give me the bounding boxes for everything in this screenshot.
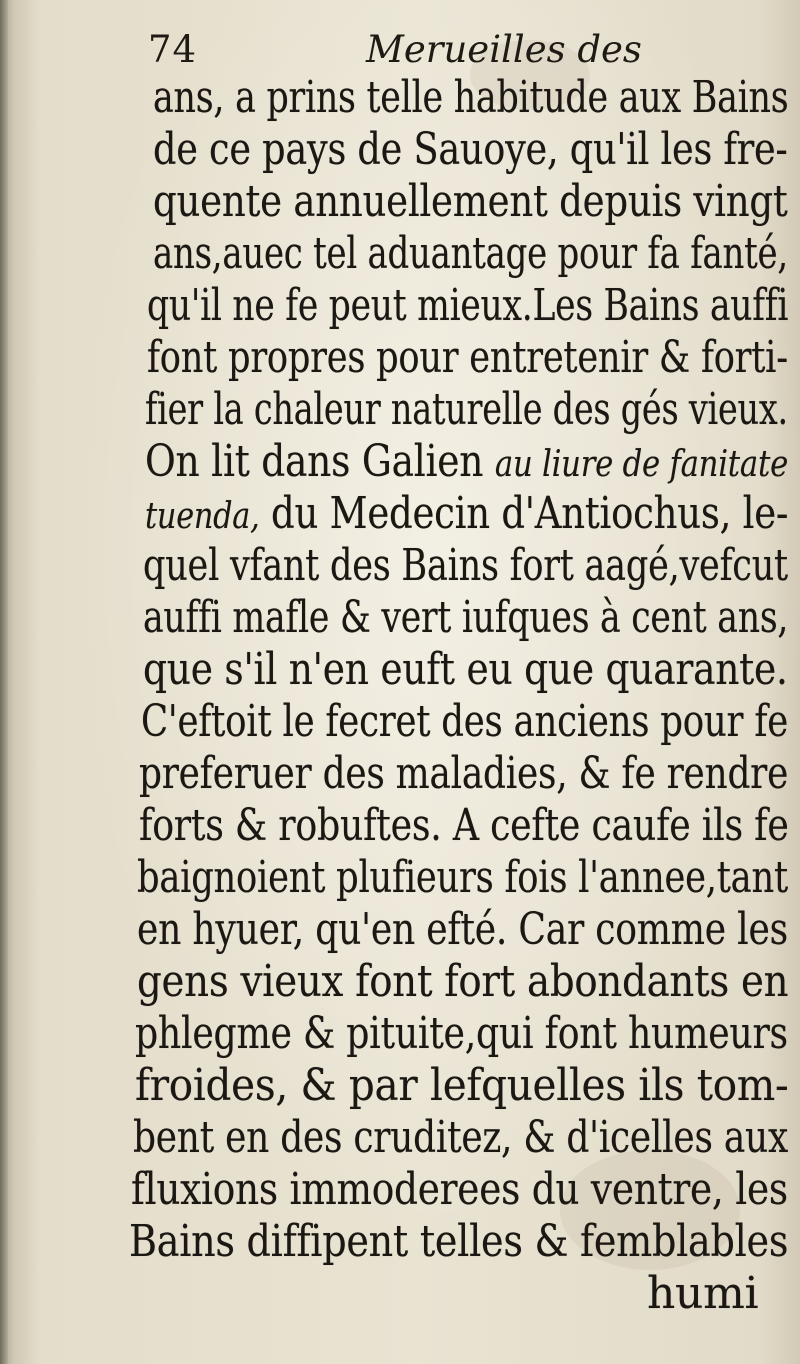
text-line: froides, & par lefquelles ils tom- [135, 1060, 789, 1111]
text-line: fier la chaleur naturelle des gés vieux. [145, 384, 788, 435]
text-line: quel vfant des Bains fort aagé,vefcut [143, 540, 788, 591]
page-number: 74 [148, 28, 198, 71]
text-line [145, 488, 788, 540]
text-line: baignoient plufieurs fois l'annee,tant [137, 852, 788, 903]
text-line: font propres pour entretenir & forti- [147, 332, 788, 383]
latin-title-end: tuenda, [145, 496, 260, 537]
body-text [129, 72, 789, 1342]
text-line: fluxions immoderees du ventre, les [131, 1164, 788, 1215]
text-line: bent en des cruditez, & d'icelles aux [133, 1112, 788, 1163]
text-line: de ce pays de Sauoye, qu'il les fre- [153, 124, 788, 175]
text-line: preferuer des maladies, & fe rendre [139, 748, 789, 799]
text-line: gens vieux font fort abondants en [137, 956, 789, 1007]
text-line: qu'il ne fe peut mieux.Les Bains auffi [147, 280, 789, 331]
text-line: quente annuellement depuis vingt [153, 176, 788, 227]
text-line: ans,auec tel aduantage pour fa fanté, [153, 228, 788, 279]
latin-title: au liure de fanitate [494, 444, 789, 485]
text-line: forts & robuftes. A cefte caufe ils fe [139, 800, 789, 851]
text-line: ans, a prins telle habitude aux Bains [153, 72, 789, 123]
text-line [145, 436, 788, 488]
running-title: Merueilles des [366, 28, 642, 71]
text-segment: On lit dans Galien [145, 436, 484, 487]
catchword: humi [647, 1268, 759, 1319]
text-line: C'eftoit le fecret des anciens pour fe [141, 696, 789, 747]
text-line: phlegme & pituite,qui font humeurs [135, 1008, 788, 1059]
page-edge [0, 0, 8, 1364]
page-header [0, 18, 800, 78]
text-line: que s'il n'en euft eu que quarante. [143, 644, 788, 695]
text-segment: du Medecin d'Antiochus, le- [271, 488, 789, 539]
text-line: auffi mafle & vert iufques à cent ans, [143, 592, 789, 643]
text-line: en hyuer, qu'en efté. Car comme les [137, 904, 788, 955]
text-line: Bains diffipent telles & femblables [129, 1216, 789, 1267]
